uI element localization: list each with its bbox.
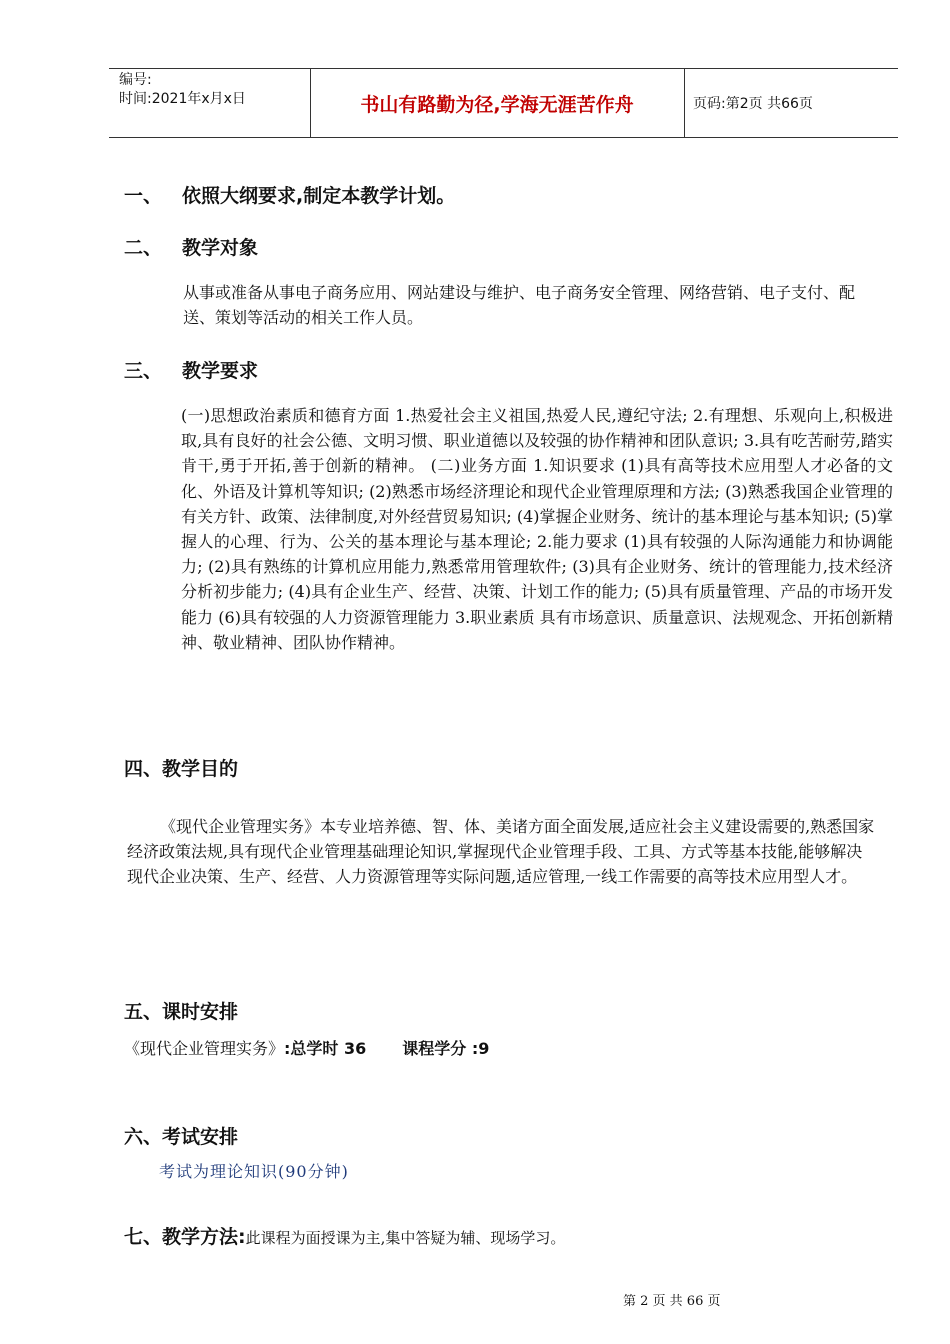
- document-header: [109, 68, 898, 138]
- section-3-heading: 三、 教学要求: [124, 360, 259, 382]
- hours-line: [124, 1036, 489, 1059]
- section-6-heading: 六、考试安排: [124, 1126, 239, 1148]
- header-meta: [119, 71, 246, 109]
- time-label: 时间:2021年x月x日: [119, 91, 246, 107]
- exam-text: 考试为理论知识(90分钟): [159, 1162, 349, 1181]
- header-motto: 书山有路勤为径,学海无涯苦作舟: [360, 93, 634, 116]
- section-4-heading: 四、教学目的: [124, 758, 239, 780]
- target-paragraph: 从事或准备从事电子商务应用、网站建设与维护、电子商务安全管理、网络营销、电子支付、配送、策划等活动的相关工作人员。: [183, 283, 856, 327]
- section-7-heading: 七、教学方法:此课程为面授课为主,集中答疑为辅、现场学习。: [124, 1226, 566, 1248]
- method-description: 此课程为面授课为主,集中答疑为辅、现场学习。: [245, 1229, 566, 1247]
- section-2-heading: 二、 教学对象: [124, 237, 259, 259]
- section-5-heading: 五、课时安排: [124, 1001, 239, 1023]
- requirements-paragraph: (一)思想政治素质和德育方面 1.热爱社会主义祖国,热爱人民,遵纪守法; 2.有理想、乐观向上,积极进取,具有良好的社会公德、文明习惯、职业道德以及较强的协作精神和团队意识; 3.具有吃苦耐劳,踏实肯干,勇于开拓,善于创新的精神。 (二)业务方面 1.知识要求 (1)具有高等技术应用型人才必备的文化、外语及计算机等知识; (2)熟悉市场经济理论和现代企业管理原理和方法; (3)熟悉我国企业管理的有关方针、政策、法律制度,对外经营贸易知识; (4)掌握企业财务、统计的基本理论与基本知识; (5)掌握人的心理、行为、公关的基本理论与基本理论; 2.能力要求 (1)具有较强的人际沟通能力和协调能力; (2)具有熟练的计算机应用能力,熟悉常用管理软件; (3)具有企业财务、统计的管理能力,技术经济分析初步能力; (4)具有企业生产、经营、决策、计划工作的能力; (5)具有质量管理、产品的市场开发能力 (6)具有较强的人力资源管理能力 3.职业素质 具有市场意识、质量意识、法规观念、开拓创新精神、敬业精神、团队协作精神。: [181, 406, 893, 652]
- header-divider: [684, 69, 685, 137]
- total-hours: :总学时 36: [284, 1039, 367, 1058]
- page-footer: 第 2 页 共 66 页: [623, 1294, 721, 1309]
- header-page-info: 页码:第2页 共66页: [693, 96, 813, 112]
- course-credit: 课程学分 :9: [402, 1039, 490, 1058]
- serial-label: 编号:: [119, 72, 152, 88]
- purpose-paragraph: 《现代企业管理实务》本专业培养德、智、体、美诸方面全面发展,适应社会主义建设需要的,熟悉国家经济政策法规,具有现代企业管理基础理论知识,掌握现代企业管理手段、工具、方式等基本技能,能够解决现代企业决策、生产、经营、人力资源管理等实际问题,适应管理,一线工作需要的高等技术应用型人才。: [127, 817, 875, 886]
- course-name: 《现代企业管理实务》: [124, 1039, 285, 1058]
- section-1-heading: 一、 依照大纲要求,制定本教学计划。: [124, 185, 456, 207]
